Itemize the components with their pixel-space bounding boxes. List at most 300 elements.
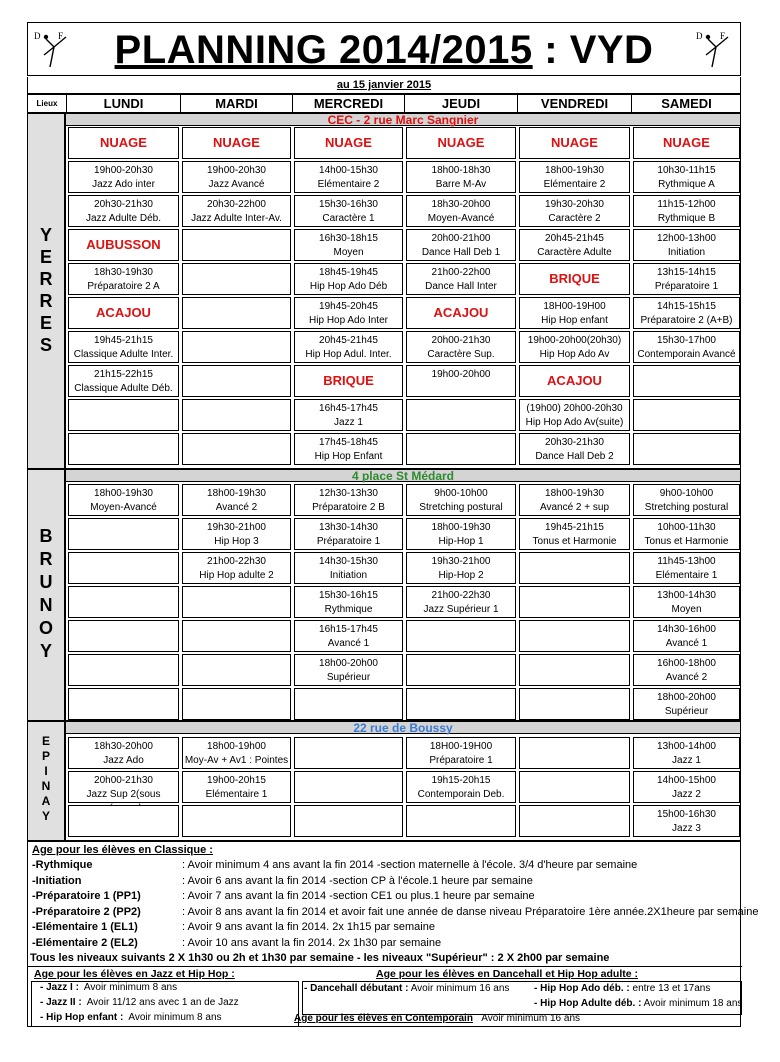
age-note-value: : Avoir 6 ans avant la fin 2014 -section CP à l'école.1 heure par semaine	[182, 874, 533, 887]
room-name: NUAGE	[213, 135, 260, 150]
class-time: 15h30-16h30	[319, 199, 378, 210]
age-note-value: : Avoir 9 ans avant la fin 2014. 2x 1h15 par semaine	[182, 921, 435, 933]
class-name: Initiation	[667, 247, 706, 258]
class-slot	[633, 195, 740, 227]
empty-slot	[182, 263, 291, 295]
empty-slot	[633, 399, 740, 431]
class-name: Jazz Ado inter	[92, 179, 155, 190]
age-note-row	[32, 875, 533, 887]
class-time: 18h00-19h30	[545, 165, 604, 176]
class-name: Rythmique A	[658, 179, 715, 190]
day-header-mercredi: MERCREDI	[292, 95, 404, 112]
class-slot	[68, 195, 179, 227]
class-time: 18h30-20h00	[94, 741, 153, 752]
class-name: Avancé 2	[215, 502, 258, 513]
class-time: 16h00-18h00	[657, 658, 716, 669]
age-note-row	[534, 983, 710, 994]
dancer-logo-icon	[694, 27, 736, 71]
class-slot	[182, 552, 291, 584]
svg-text:F: F	[720, 31, 726, 41]
class-name: Jazz Adulte Déb.	[85, 213, 162, 224]
room-label	[406, 297, 516, 329]
class-time: 20h00-21h00	[431, 233, 491, 244]
empty-slot	[68, 518, 179, 550]
class-name: Elémentaire 2	[317, 179, 380, 190]
empty-slot	[182, 433, 291, 465]
class-name: Hip-Hop 1	[438, 536, 484, 547]
class-slot	[406, 484, 516, 516]
class-slot	[406, 771, 516, 803]
empty-slot	[182, 805, 291, 837]
location-name-brunoy: B R U N O Y	[28, 470, 66, 720]
class-name: Initiation	[329, 570, 368, 581]
class-slot	[633, 737, 740, 769]
class-slot	[294, 263, 403, 295]
age-note-row	[32, 890, 535, 902]
class-time: 20h30-21h30	[545, 437, 604, 448]
class-time: 19h00-20h30	[207, 165, 266, 176]
dance-title: Age pour les élèves en Dancehall et Hip Hop adulte :	[376, 968, 638, 980]
class-name: Caractère 1	[322, 213, 375, 224]
class-name: Tonus et Harmonie	[644, 536, 729, 547]
age-note-key: -Préparatoire 1 (PP1)	[32, 890, 141, 902]
class-slot	[519, 161, 630, 193]
empty-slot	[68, 688, 179, 720]
class-slot	[406, 161, 516, 193]
class-slot	[519, 518, 630, 550]
room-name: ACAJOU	[433, 305, 489, 320]
age-note-row	[40, 982, 177, 993]
class-name: Dance Hall Deb 2	[535, 451, 614, 462]
class-name: Avancé 1	[665, 638, 708, 649]
class-time: 19h45-20h45	[319, 301, 378, 312]
class-name: Hip Hop Adul. Inter.	[305, 349, 392, 360]
age-note-key: -Elémentaire 2 (EL2)	[32, 936, 138, 949]
empty-slot	[519, 552, 630, 584]
class-time: 12h30-13h30	[319, 488, 378, 499]
class-time: 20h30-22h00	[207, 199, 266, 210]
class-slot	[68, 771, 179, 803]
class-slot	[182, 195, 291, 227]
class-slot	[633, 688, 740, 720]
age-note-key: -Préparatoire 2 (PP2)	[32, 905, 141, 918]
class-time: 18h00-20h00	[657, 692, 716, 703]
class-slot	[633, 518, 740, 550]
class-time: 15h30-16h15	[319, 590, 378, 601]
class-slot	[406, 552, 516, 584]
class-name: Moyen	[671, 604, 702, 615]
empty-slot	[633, 433, 740, 465]
class-slot	[406, 195, 516, 227]
age-note-value: : Avoir minimum 4 ans avant la fin 2014 -section maternelle à l'école. 3/4 d'heure par semaine	[182, 859, 638, 871]
class-slot	[406, 229, 516, 261]
class-slot	[68, 737, 179, 769]
class-name: Préparatoire 2 A	[87, 281, 160, 292]
class-name: Rythmique B	[657, 213, 716, 224]
class-slot	[633, 229, 740, 261]
class-slot	[182, 737, 291, 769]
class-name: Caractère Sup.	[427, 349, 495, 360]
class-slot	[182, 518, 291, 550]
class-time: 21h15-22h15	[94, 369, 153, 380]
svg-text:D: D	[696, 31, 703, 41]
empty-slot	[519, 586, 630, 618]
class-time: 18H00-19H00	[429, 741, 493, 752]
room-label	[406, 127, 516, 159]
class-name: Avancé 2	[665, 672, 708, 683]
class-name: Préparatoire 1	[654, 281, 719, 292]
class-time: 14h00-15h00	[657, 775, 716, 786]
class-name: Moy-Av + Av1 : Pointes	[184, 755, 289, 766]
class-slot	[294, 518, 403, 550]
age-note-key: - Hip Hop Ado déb. :	[534, 983, 630, 994]
location-name-epinay: E P I N A Y	[28, 722, 66, 840]
age-notes	[27, 841, 759, 1027]
age-note-key: -Initiation	[32, 874, 82, 887]
age-note-row	[40, 997, 239, 1008]
class-name: Stretching postural	[419, 502, 503, 513]
class-time: 20h45-21h45	[319, 335, 378, 346]
class-slot	[633, 297, 740, 329]
class-slot	[519, 297, 630, 329]
class-time: 14h15-15h15	[657, 301, 716, 312]
age-note-row	[40, 1012, 222, 1023]
class-slot	[519, 433, 630, 465]
class-time: 20h00-21h30	[94, 775, 153, 786]
room-name: ACAJOU	[96, 305, 151, 320]
day-header-jeudi: JEUDI	[404, 95, 517, 112]
class-time: 9h00-10h00	[659, 488, 714, 499]
class-name: Caractère 2	[548, 213, 601, 224]
class-time: 14h00-15h30	[319, 165, 378, 176]
class-slot	[633, 771, 740, 803]
class-name: Caractère Adulte	[537, 247, 612, 258]
class-name: Supérieur	[326, 672, 371, 683]
class-time: 18h00-19h30	[545, 488, 604, 499]
class-name: Moyen-Avancé	[427, 213, 495, 224]
class-time: 18h00-20h00	[319, 658, 378, 669]
empty-slot	[294, 737, 403, 769]
class-time: 16h30-18h15	[319, 233, 378, 244]
class-name: Avancé 1	[327, 638, 370, 649]
class-slot	[633, 805, 740, 837]
class-slot	[294, 654, 403, 686]
class-name: Stretching postural	[644, 502, 729, 513]
empty-slot	[519, 688, 630, 720]
class-time: 13h00-14h00	[657, 741, 716, 752]
class-name: Hip Hop Ado Déb	[309, 281, 388, 292]
lieux-label: Lieux	[36, 99, 58, 108]
class-time: 21h00-22h00	[431, 267, 491, 278]
jazz-title: Age pour les élèves en Jazz et Hip Hop :	[34, 968, 235, 980]
class-name: Jazz Sup 2(sous	[86, 789, 161, 800]
class-name: Moyen	[333, 247, 364, 258]
class-slot	[406, 518, 516, 550]
class-time: 9h00-10h00	[434, 488, 488, 499]
empty-slot	[68, 654, 179, 686]
svg-text:F: F	[58, 31, 64, 41]
class-slot	[294, 331, 403, 363]
class-name: Tonus et Harmonie	[532, 536, 617, 547]
class-slot	[294, 399, 403, 431]
room-name: NUAGE	[325, 135, 372, 150]
class-name: Contemporain Deb.	[417, 789, 505, 800]
class-slot	[519, 229, 630, 261]
age-note-value: : Avoir 10 ans avant la fin 2014. 2x 1h30 par semaine	[182, 936, 442, 949]
class-time: (19h00) 20h00-20h30	[526, 403, 623, 414]
class-slot	[406, 737, 516, 769]
class-time: 21h00-22h30	[431, 590, 491, 601]
location-brunoy	[27, 469, 741, 721]
room-label	[294, 365, 403, 397]
room-name: NUAGE	[663, 135, 710, 150]
empty-slot	[406, 620, 516, 652]
class-slot	[294, 586, 403, 618]
day-header-samedi: SAMEDI	[631, 95, 741, 112]
age-note-row	[32, 921, 435, 933]
class-name: Rythmique	[324, 604, 373, 615]
class-name: Jazz Ado	[103, 755, 144, 766]
class-name: Supérieur	[664, 706, 709, 717]
day-header-lundi: LUNDI	[66, 95, 180, 112]
class-name: Préparatoire 2 (A+B)	[640, 315, 733, 326]
location-address-yerres: CEC - 2 rue Marc Sangnier	[66, 114, 740, 126]
class-name: Elémentaire 2	[543, 179, 606, 190]
empty-slot	[68, 433, 179, 465]
class-time: 15h30-17h00	[657, 335, 716, 346]
empty-slot	[182, 586, 291, 618]
class-name: Hip Hop enfant	[541, 315, 608, 326]
age-note-row	[304, 983, 509, 994]
age-note-value: : Avoir 8 ans avant la fin 2014 et avoir fait une année de danse niveau Préparatoire 1ère année.2X1heure par semaine	[182, 905, 759, 918]
class-time: 18H00-19H00	[543, 301, 606, 312]
class-name: Préparatoire 2 B	[312, 502, 385, 513]
class-slot	[68, 331, 179, 363]
class-name: Avancé 2 + sup	[539, 502, 610, 513]
room-name: BRIQUE	[549, 271, 600, 286]
age-note-value: : Avoir 7 ans avant la fin 2014 -section CE1 ou plus.1 heure par semaine	[182, 890, 535, 902]
empty-slot	[68, 586, 179, 618]
class-slot	[294, 433, 403, 465]
class-name: Hip Hop 3	[214, 536, 259, 547]
class-slot	[68, 161, 179, 193]
age-note-value: entre 13 et 17ans	[632, 983, 711, 994]
class-slot	[294, 620, 403, 652]
class-name: Préparatoire 1	[429, 755, 493, 766]
empty-slot	[519, 654, 630, 686]
class-time: 11h45-13h00	[657, 556, 716, 567]
room-label	[294, 127, 403, 159]
age-note-value: Avoir minimum 18 ans	[643, 998, 743, 1009]
room-label	[519, 263, 630, 295]
class-name: Hip-Hop 2	[438, 570, 484, 581]
age-note-row	[32, 937, 441, 949]
class-name: Classique Adulte Inter.	[73, 349, 174, 360]
empty-slot	[406, 688, 516, 720]
class-name: Jazz 2	[672, 789, 701, 800]
room-label	[519, 365, 630, 397]
empty-slot	[68, 399, 179, 431]
age-note-key: -Rythmique	[32, 859, 93, 871]
class-name: Contemporain Avancé	[637, 349, 736, 360]
class-time: 13h30-14h30	[319, 522, 378, 533]
class-name: Préparatoire 1	[316, 536, 381, 547]
room-name: BRIQUE	[323, 373, 374, 388]
class-time: 19h00-20h00	[431, 369, 491, 380]
class-time: 13h15-14h15	[657, 267, 716, 278]
class-time: 14h30-16h00	[657, 624, 716, 635]
class-time: 19h00-20h30	[94, 165, 153, 176]
age-note-row	[32, 859, 637, 871]
page-title: PLANNING 2014/2015 : VYD	[114, 28, 654, 72]
room-label	[182, 127, 291, 159]
title-box	[27, 22, 741, 76]
age-note-value: Avoir 11/12 ans avec 1 an de Jazz	[86, 997, 239, 1008]
class-slot	[519, 399, 630, 431]
class-slot	[633, 552, 740, 584]
empty-slot	[406, 805, 516, 837]
age-note-key: - Jazz II :	[40, 997, 82, 1008]
class-time: 18h00-19h30	[94, 488, 153, 499]
class-slot	[406, 263, 516, 295]
class-name: Jazz 3	[672, 823, 701, 834]
class-slot	[294, 484, 403, 516]
class-slot	[294, 552, 403, 584]
class-time: 19h45-21h15	[94, 335, 153, 346]
age-note-key: - Jazz I :	[40, 982, 79, 993]
class-name: Hip Hop Ado Av	[539, 349, 610, 360]
empty-slot	[519, 771, 630, 803]
class-name: Hip Hop Ado Inter	[309, 315, 388, 326]
day-header-mardi: MARDI	[180, 95, 292, 112]
room-name: ACAJOU	[547, 373, 602, 388]
class-slot	[519, 484, 630, 516]
empty-slot	[182, 399, 291, 431]
class-time: 19h00-20h00(20h30)	[527, 335, 622, 346]
age-note-value: Avoir minimum 8 ans	[128, 1012, 222, 1023]
class-slot	[68, 484, 179, 516]
class-slot	[294, 229, 403, 261]
class-slot	[633, 654, 740, 686]
class-slot	[68, 365, 179, 397]
class-time: 19h45-21h15	[545, 522, 604, 533]
class-time: 17h45-18h45	[319, 437, 378, 448]
empty-slot	[294, 771, 403, 803]
location-name-yerres: Y E R R E S	[28, 114, 66, 468]
class-name: Barre M-Av	[435, 179, 487, 190]
class-slot	[633, 161, 740, 193]
class-time: 10h30-11h15	[657, 165, 716, 176]
room-label	[68, 229, 179, 261]
class-time: 10h00-11h30	[657, 522, 716, 533]
class-name: Dance Hall Inter	[425, 281, 497, 292]
class-slot	[633, 586, 740, 618]
class-name: Jazz 1	[672, 755, 701, 766]
day-header-vendredi: VENDREDI	[517, 95, 631, 112]
class-name: Moyen-Avancé	[90, 502, 157, 513]
room-name: NUAGE	[551, 135, 598, 150]
class-slot	[182, 771, 291, 803]
empty-slot	[294, 688, 403, 720]
class-time: 12h00-13h00	[657, 233, 716, 244]
class-time: 13h00-14h30	[657, 590, 716, 601]
class-time: 18h45-19h45	[319, 267, 378, 278]
empty-slot	[182, 688, 291, 720]
class-name: Classique Adulte Déb.	[74, 383, 173, 394]
class-time: 11h15-12h00	[657, 199, 716, 210]
class-name: Jazz Supérieur 1	[423, 604, 499, 615]
class-name: Elémentaire 1	[205, 789, 268, 800]
age-note-value: Avoir minimum 16 ans	[410, 983, 510, 994]
age-note-row	[534, 998, 742, 1009]
empty-slot	[182, 620, 291, 652]
empty-slot	[406, 654, 516, 686]
empty-slot	[406, 399, 516, 431]
location-epinay	[27, 721, 741, 841]
room-label	[68, 127, 179, 159]
contemporain-note: Age pour les élèves en Contemporain Avoir minimum 16 ans	[294, 1013, 581, 1024]
empty-slot	[519, 620, 630, 652]
room-name: NUAGE	[437, 135, 485, 150]
empty-slot	[633, 365, 740, 397]
empty-slot	[68, 620, 179, 652]
age-note-row	[32, 906, 758, 918]
room-label	[68, 297, 179, 329]
empty-slot	[182, 365, 291, 397]
class-time: 15h00-16h30	[657, 809, 716, 820]
class-name: Jazz Avancé	[208, 179, 265, 190]
class-name: Hip Hop Ado Av(suite)	[525, 417, 624, 428]
class-slot	[633, 484, 740, 516]
class-time: 19h00-20h15	[207, 775, 266, 786]
niveaux-note: Tous les niveaux suivants 2 X 1h30 ou 2h et 1h30 par semaine - les niveaux "Supérieur" : 2 X 2h00 par semaine	[30, 952, 610, 964]
location-yerres	[27, 113, 741, 469]
class-time: 18h00-18h30	[431, 165, 491, 176]
age-note-key: -Elémentaire 1 (EL1)	[32, 921, 138, 933]
class-time: 19h30-21h00	[207, 522, 266, 533]
empty-slot	[182, 229, 291, 261]
class-time: 14h30-15h30	[319, 556, 378, 567]
class-slot	[182, 161, 291, 193]
room-name: NUAGE	[100, 135, 147, 150]
class-time: 18h00-19h00	[207, 741, 266, 752]
class-name: Jazz 1	[334, 417, 363, 428]
class-time: 18h30-20h00	[431, 199, 491, 210]
class-slot	[182, 484, 291, 516]
class-time: 16h15-17h45	[319, 624, 378, 635]
empty-slot	[182, 297, 291, 329]
class-name: Jazz Adulte Inter-Av.	[191, 213, 282, 224]
day-header	[27, 94, 741, 113]
class-slot	[519, 331, 630, 363]
class-time: 21h00-22h30	[207, 556, 266, 567]
class-name: Hip Hop adulte 2	[199, 570, 274, 581]
class-name: Elémentaire 1	[655, 570, 718, 581]
class-slot	[633, 331, 740, 363]
class-time: 19h30-21h00	[431, 556, 491, 567]
room-label	[519, 127, 630, 159]
class-slot	[633, 263, 740, 295]
class-time: 16h45-17h45	[319, 403, 378, 414]
class-slot	[294, 161, 403, 193]
class-time: 19h15-20h15	[431, 775, 491, 786]
empty-slot	[406, 433, 516, 465]
empty-slot	[182, 654, 291, 686]
empty-slot	[519, 805, 630, 837]
class-slot	[406, 586, 516, 618]
class-slot	[294, 195, 403, 227]
class-slot	[68, 263, 179, 295]
